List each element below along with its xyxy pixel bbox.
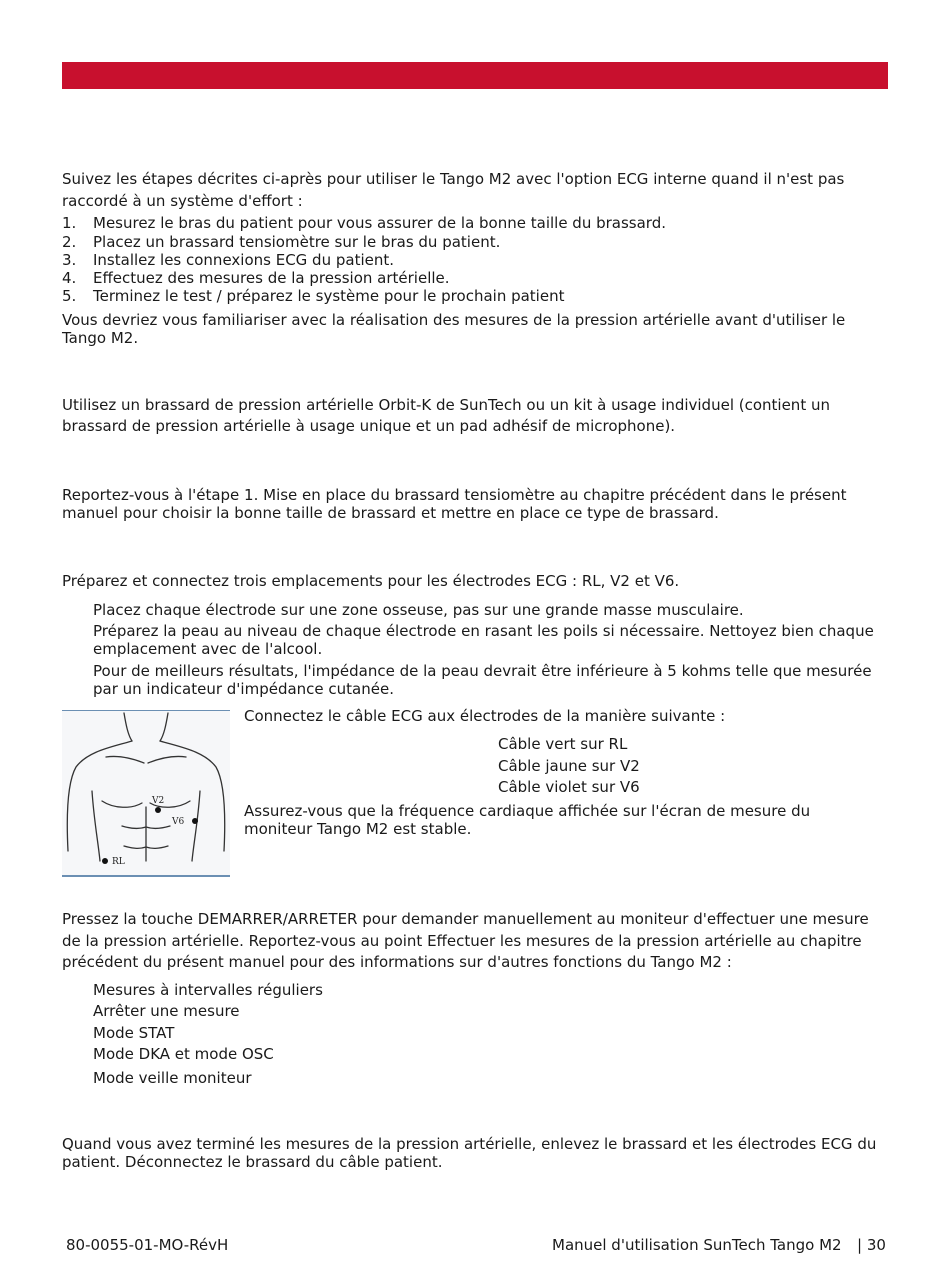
intro-paragraph: Suivez les étapes décrites ci-après pour utiliser le Tango M2 avec l'option ECG interne quand il n'est pas raccordé à un système d'effort : xyxy=(62,170,845,210)
ecg-tip: Préparez la peau au niveau de chaque électrode en rasant les poils si nécessaire. Nettoyez bien chaque emplacement avec de l'alcool. xyxy=(93,622,874,658)
v6-label: V6 xyxy=(172,817,185,827)
step-text: Mesurez le bras du patient pour vous assurer de la bonne taille du brassard. xyxy=(93,214,667,232)
ecg-tip: Placez chaque électrode sur une zone osseuse, pas sur une grande masse musculaire. xyxy=(93,601,744,619)
function-item: Mesures à intervalles réguliers xyxy=(93,981,323,999)
step-number: 5. xyxy=(62,287,77,305)
stable-heartrate-text: Assurez-vous que la fréquence cardiaque affichée sur l'écran de mesure du moniteur Tango M2 est stable. xyxy=(244,802,811,838)
step-number: 1. xyxy=(62,214,77,232)
step-text: Terminez le test / préparez le système pour le prochain patient xyxy=(93,287,565,305)
page-number: | 30 xyxy=(857,1236,886,1254)
cuff-paragraph: Utilisez un brassard de pression artérielle Orbit-K de SunTech ou un kit à usage individuel (contient un brassard de pression artérielle à usage unique et un pad adhésif de microphone). xyxy=(62,396,830,435)
cable-item: Câble jaune sur V2 xyxy=(498,757,640,775)
electrode-placement-figure xyxy=(62,710,230,877)
step-number: 2. xyxy=(62,233,77,251)
measure-paragraph: Pressez la touche DEMARRER/ARRETER pour demander manuellement au moniteur d'effectuer une mesure de la pression artérielle. Reportez-vous au point Effectuer les mesures de la pression artérielle au chapitre précédent du présent manuel pour des informations sur d'autres fonctions du Tango M2 : xyxy=(62,910,869,971)
function-item: Mode STAT xyxy=(93,1024,175,1042)
step-text: Installez les connexions ECG du patient. xyxy=(93,251,395,269)
step-text: Placez un brassard tensiomètre sur le bras du patient. xyxy=(93,233,501,251)
refer-paragraph: Reportez-vous à l'étape 1. Mise en place du brassard tensiomètre au chapitre précédent dans le présent manuel pour choisir la bonne taille de brassard et mettre en place ce type de brassard. xyxy=(62,486,847,522)
step-number: 3. xyxy=(62,251,77,269)
doc-code: 80-0055-01-MO-RévH xyxy=(66,1236,229,1254)
step-text: Effectuez des mesures de la pression artérielle. xyxy=(93,269,450,287)
finish-paragraph: Quand vous avez terminé les mesures de la pression artérielle, enlevez le brassard et les électrodes ECG du patient. Déconnectez le brassard du câble patient. xyxy=(62,1135,877,1171)
function-item: Mode DKA et mode OSC xyxy=(93,1045,274,1063)
v2-label: V2 xyxy=(152,796,165,806)
header-banner xyxy=(62,62,888,89)
rl-label: RL xyxy=(112,857,125,867)
manual-title: Manuel d'utilisation SunTech Tango M2 xyxy=(552,1236,842,1254)
familiarize-paragraph: Vous devriez vous familiariser avec la réalisation des mesures de la pression artérielle avant d'utiliser le Tango M2. xyxy=(62,311,846,347)
cable-item: Câble violet sur V6 xyxy=(498,778,640,796)
ecg-tip: Pour de meilleurs résultats, l'impédance de la peau devrait être inférieure à 5 kohms telle que mesurée par un indicateur d'impédance cutanée. xyxy=(93,662,872,698)
step-number: 4. xyxy=(62,269,77,287)
ecg-intro: Préparez et connectez trois emplacements pour les électrodes ECG : RL, V2 et V6. xyxy=(62,572,680,590)
cable-item: Câble vert sur RL xyxy=(498,735,628,753)
function-item: Mode veille moniteur xyxy=(93,1069,252,1087)
connect-cable-text: Connectez le câble ECG aux électrodes de la manière suivante : xyxy=(244,707,726,725)
function-item: Arrêter une mesure xyxy=(93,1002,240,1020)
